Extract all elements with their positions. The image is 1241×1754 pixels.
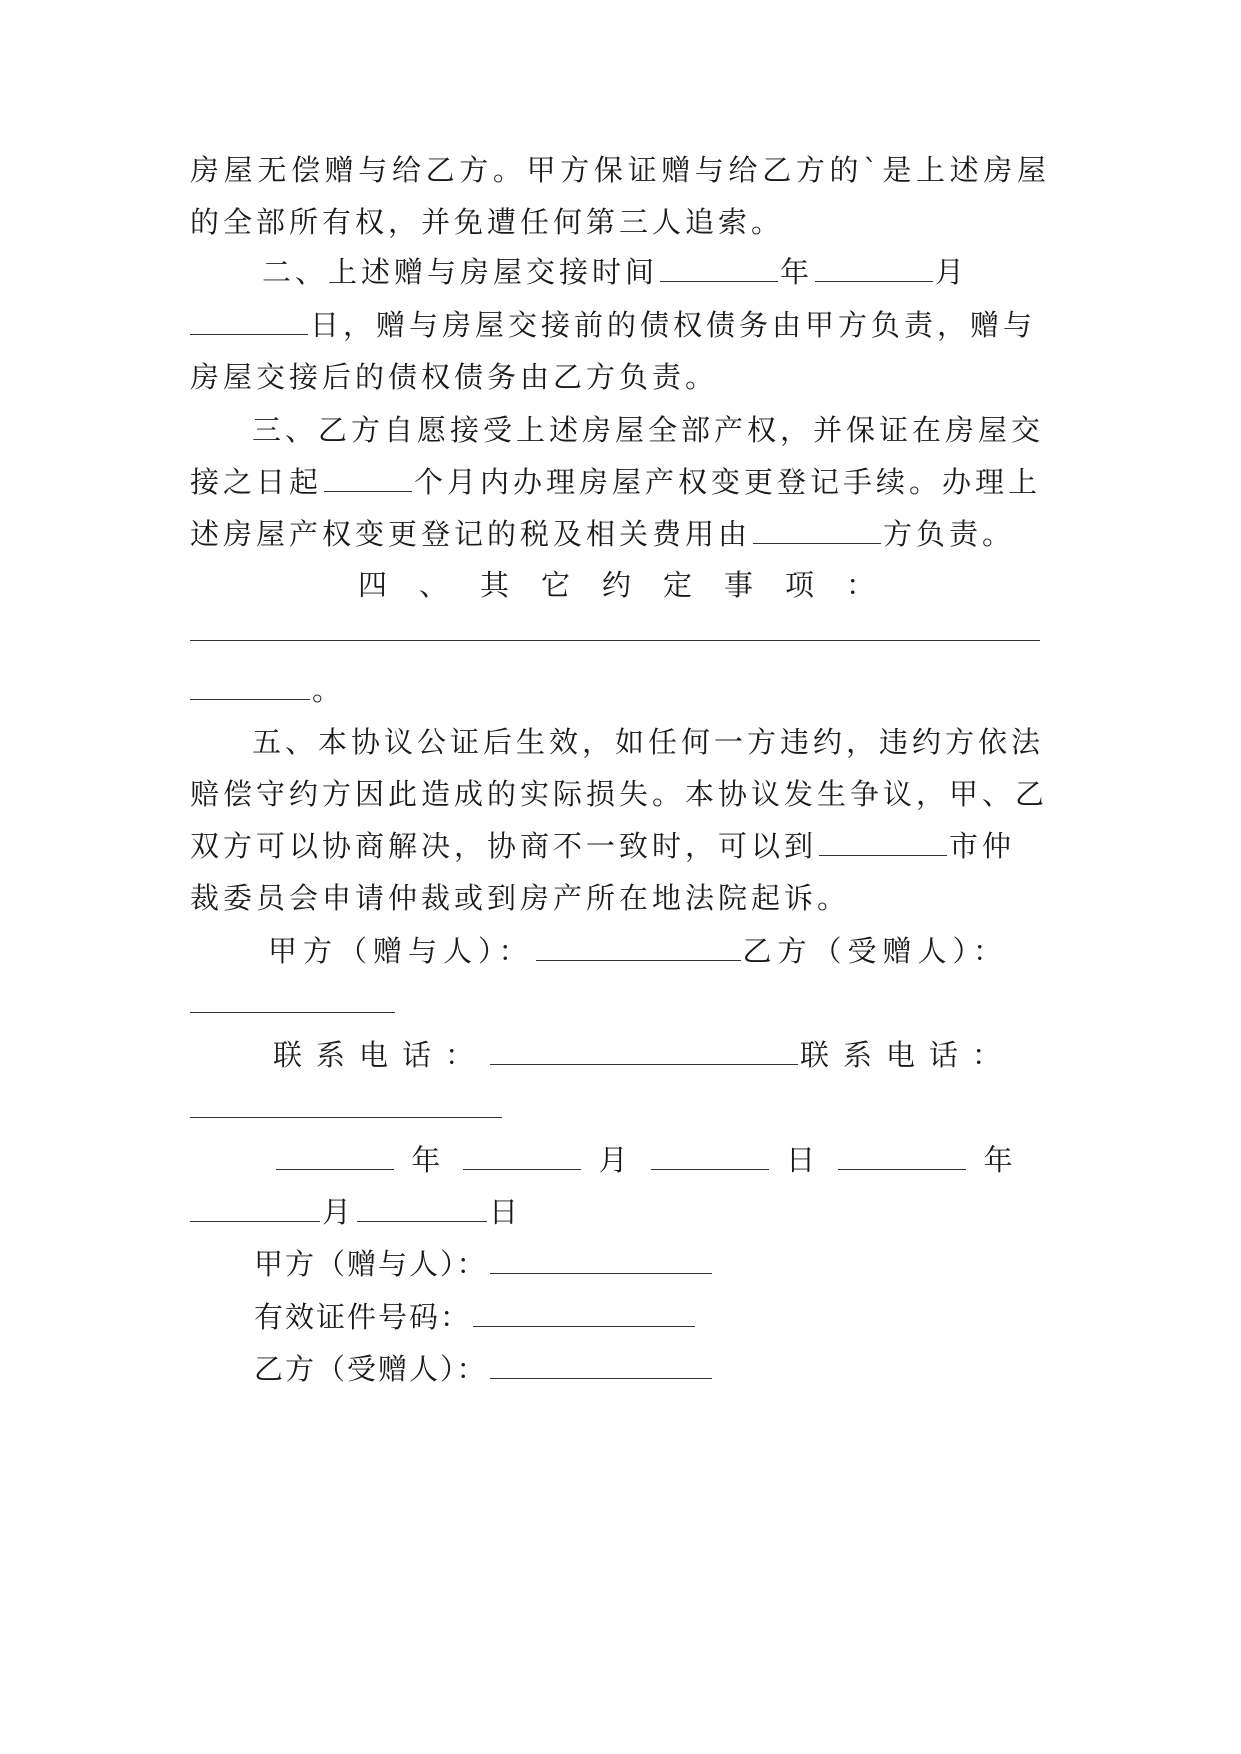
clause-4-heading: 四、其它约定事项： xyxy=(358,568,908,602)
blank-field[interactable] xyxy=(324,463,412,492)
clause-2-text: 日，赠与房屋交接前的债权债务由甲方负责，赠与 xyxy=(310,308,1037,342)
clause-2-line xyxy=(262,250,1052,294)
clause-3-line xyxy=(190,460,1050,504)
party-b-field[interactable] xyxy=(190,1012,395,1013)
phone-b-label: 联系电话： xyxy=(800,1038,1016,1072)
clause-3-text: 述房屋产权变更登记的税及相关费用由 xyxy=(190,517,752,551)
blank-field[interactable] xyxy=(190,640,1040,641)
clause-5-text: 双方可以协商解决，协商不一致时，可以到 xyxy=(190,829,818,863)
day-label: 日 xyxy=(489,1195,523,1229)
clause-4-line xyxy=(190,668,1050,712)
clause-5-line xyxy=(190,824,1050,868)
sign-b-line xyxy=(254,1347,954,1391)
blank-field[interactable] xyxy=(190,671,310,700)
year-label: 年 xyxy=(411,1143,447,1177)
party-b-label: 乙方（受赠人）： xyxy=(742,934,1009,968)
sign-a-line xyxy=(254,1242,954,1286)
day-field[interactable] xyxy=(357,1193,487,1222)
day-label: 日 xyxy=(786,1143,822,1177)
phone-a-field[interactable] xyxy=(490,1036,798,1065)
year-label: 年 xyxy=(983,1143,1019,1177)
clause-2-text: 二、上述赠与房屋交接时间 xyxy=(262,255,659,289)
party-a-label: 甲方（赠与人）： xyxy=(268,934,534,968)
clause-2-line xyxy=(190,303,1050,347)
phone-b-field[interactable] xyxy=(190,1117,502,1118)
month-label: 月 xyxy=(935,255,969,289)
id-number-field[interactable] xyxy=(473,1298,695,1327)
blank-field[interactable] xyxy=(815,253,933,282)
clause-3-text: 个月内办理房屋产权变更登记手续。办理上 xyxy=(414,465,1042,499)
date-line xyxy=(276,1138,1056,1182)
signature-party-line xyxy=(268,929,1058,973)
party-a-label: 甲方（赠与人）： xyxy=(254,1247,488,1281)
paragraph-line: 的全部所有权，并免遭任何第三人追索。 xyxy=(190,205,785,239)
blank-field[interactable] xyxy=(190,306,308,335)
month-field[interactable] xyxy=(463,1141,581,1170)
year-field[interactable] xyxy=(276,1141,394,1170)
id-number-line xyxy=(254,1295,954,1339)
clause-3-text: 接之日起 xyxy=(190,465,323,499)
phone-line xyxy=(273,1033,1063,1077)
date-line xyxy=(190,1190,1050,1234)
paragraph-line: 房屋无偿赠与给乙方。甲方保证赠与给乙方的`是上述房屋 xyxy=(190,153,1050,187)
clause-5-line: 裁委员会申请仲裁或到房产所在地法院起诉。 xyxy=(190,881,851,915)
month-field[interactable] xyxy=(190,1193,320,1222)
day-field[interactable] xyxy=(651,1141,769,1170)
party-a-signature-field[interactable] xyxy=(490,1245,712,1274)
party-a-field[interactable] xyxy=(536,932,741,961)
clause-3-text: 方负责。 xyxy=(883,517,1016,551)
clause-5-line: 五、本协议公证后生效，如任何一方违约，违约方依法 xyxy=(252,725,1045,759)
month-label: 月 xyxy=(598,1143,634,1177)
clause-5-line: 赔偿守约方因此造成的实际损失。本协议发生争议，甲、乙 xyxy=(190,777,1049,811)
party-b-signature-field[interactable] xyxy=(490,1350,712,1379)
clause-3-line xyxy=(190,512,1050,556)
clause-3-line: 三、乙方自愿接受上述房屋全部产权，并保证在房屋交 xyxy=(252,413,1045,447)
year-field[interactable] xyxy=(838,1141,966,1170)
phone-a-label: 联系电话： xyxy=(273,1038,489,1072)
blank-field[interactable] xyxy=(819,827,947,856)
period-mark: 。 xyxy=(312,673,346,707)
blank-field[interactable] xyxy=(753,515,881,544)
clause-5-text: 市仲 xyxy=(949,829,1016,863)
month-label: 月 xyxy=(322,1195,356,1229)
id-number-label: 有效证件号码： xyxy=(254,1300,472,1334)
party-b-label: 乙方（受赠人）： xyxy=(254,1352,488,1386)
blank-field[interactable] xyxy=(660,253,778,282)
year-label: 年 xyxy=(780,255,814,289)
paragraph-line: 房屋交接后的债权债务由乙方负责。 xyxy=(190,360,719,394)
